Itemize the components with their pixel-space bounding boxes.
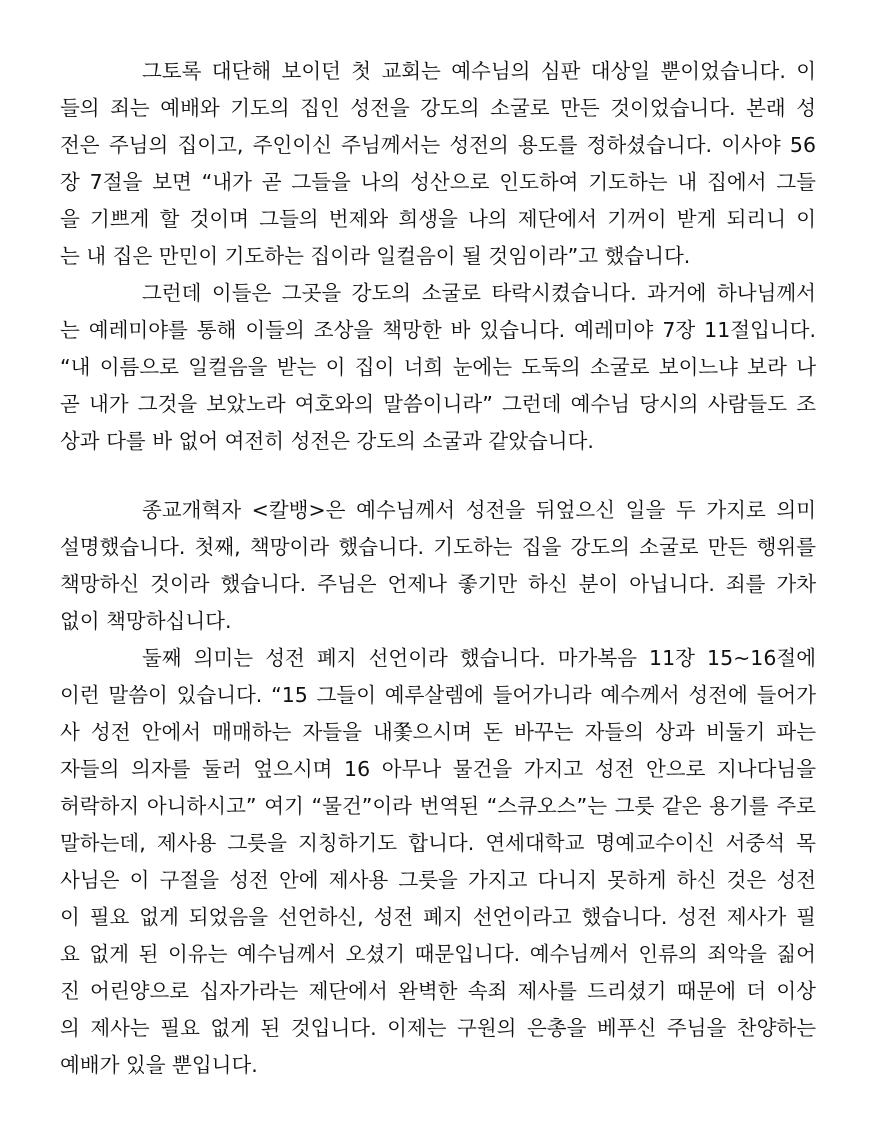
paragraph-1-line-5: 을 기쁘게 할 것이며 그들의 번제와 희생을 나의 제단에서 기꺼이 받게 되리니 이	[60, 207, 816, 231]
paragraph-4-line-12: 예배가 있을 뿐입니다.	[60, 1053, 258, 1077]
paragraph-2-line-5: 상과 다를 바 없어 여전히 성전은 강도의 소굴과 같았습니다.	[60, 429, 594, 453]
paragraph-3-line-3: 책망하신 것이라 했습니다. 주님은 언제나 좋기만 하신 분이 아닙니다. 죄를 가차	[60, 572, 816, 596]
paragraph-3-line-2: 설명했습니다. 첫째, 책망이라 했습니다. 기도하는 집을 강도의 소굴로 만든 행위를	[60, 535, 816, 559]
paragraph-1-line-4: 장 7절을 보면 “내가 곧 그들을 나의 성산으로 인도하여 기도하는 내 집에서 그들	[60, 170, 816, 194]
paragraph-4-line-9: 요 없게 된 이유는 예수님께서 오셨기 때문입니다. 예수님께서 인류의 죄악을 짊어	[60, 942, 816, 966]
paragraph-1-line-2: 들의 죄는 예배와 기도의 집인 성전을 강도의 소굴로 만든 것이었습니다. 본래 성	[60, 96, 816, 120]
paragraph-3-line-1: 종교개혁자 <칼뱅>은 예수님께서 성전을 뒤엎으신 일을 두 가지로 의미	[142, 498, 816, 522]
paragraph-2-line-3: “내 이름으로 일컬음을 받는 이 집이 너희 눈에는 도둑의 소굴로 보이느냐 보라 나	[60, 355, 816, 379]
paragraph-2-line-2: 는 예레미야를 통해 이들의 조상을 책망한 바 있습니다. 예레미야 7장 11절입니다.	[60, 318, 816, 342]
paragraph-4-line-7: 사님은 이 구절을 성전 안에 제사용 그릇을 가지고 다니지 못하게 하신 것은 성전	[60, 868, 816, 892]
paragraph-2-line-1: 그런데 이들은 그곳을 강도의 소굴로 타락시켰습니다. 과거에 하나님께서	[142, 281, 816, 305]
paragraph-4-line-10: 진 어린양으로 십자가라는 제단에서 완벽한 속죄 제사를 드리셨기 때문에 더 이상	[60, 979, 816, 1003]
paragraph-4-line-3: 사 성전 안에서 매매하는 자들을 내쫓으시며 돈 바꾸는 자들의 상과 비둘기 파는	[60, 720, 816, 744]
paragraph-4-line-8: 이 필요 없게 되었음을 선언하신, 성전 폐지 선언이라고 했습니다. 성전 제사가 필	[60, 905, 816, 929]
paragraph-4-line-1: 둘째 의미는 성전 폐지 선언이라 했습니다. 마가복음 11장 15~16절에	[142, 646, 816, 670]
paragraph-4-line-11: 의 제사는 필요 없게 된 것입니다. 이제는 구원의 은총을 베푸신 주님을 찬양하는	[60, 1016, 816, 1040]
paragraph-4-line-6: 말하는데, 제사용 그릇을 지칭하기도 합니다. 연세대학교 명예교수이신 서중석 목	[60, 831, 816, 855]
paragraph-1-line-3: 전은 주님의 집이고, 주인이신 주님께서는 성전의 용도를 정하셨습니다. 이사야 56	[60, 133, 816, 157]
paragraph-2-line-4: 곧 내가 그것을 보았노라 여호와의 말씀이니라” 그런데 예수님 당시의 사람들도 조	[60, 392, 816, 416]
paragraph-4-line-5: 허락하지 아니하시고” 여기 “물건”이라 번역된 “스큐오스”는 그릇 같은 용기를 주로	[60, 794, 816, 818]
paragraph-1-line-1: 그토록 대단해 보이던 첫 교회는 예수님의 심판 대상일 뿐이었습니다. 이	[142, 59, 816, 83]
paragraph-3-line-4: 없이 책망하십니다.	[60, 609, 232, 633]
paragraph-4-line-2: 이런 말씀이 있습니다. “15 그들이 예루살렘에 들어가니라 예수께서 성전에 들어가	[60, 683, 816, 707]
paragraph-1-line-6: 는 내 집은 만민이 기도하는 집이라 일컬음이 될 것임이라”고 했습니다.	[60, 244, 691, 268]
paragraph-4-line-4: 자들의 의자를 둘러 엎으시며 16 아무나 물건을 가지고 성전 안으로 지나다님을	[60, 757, 816, 781]
